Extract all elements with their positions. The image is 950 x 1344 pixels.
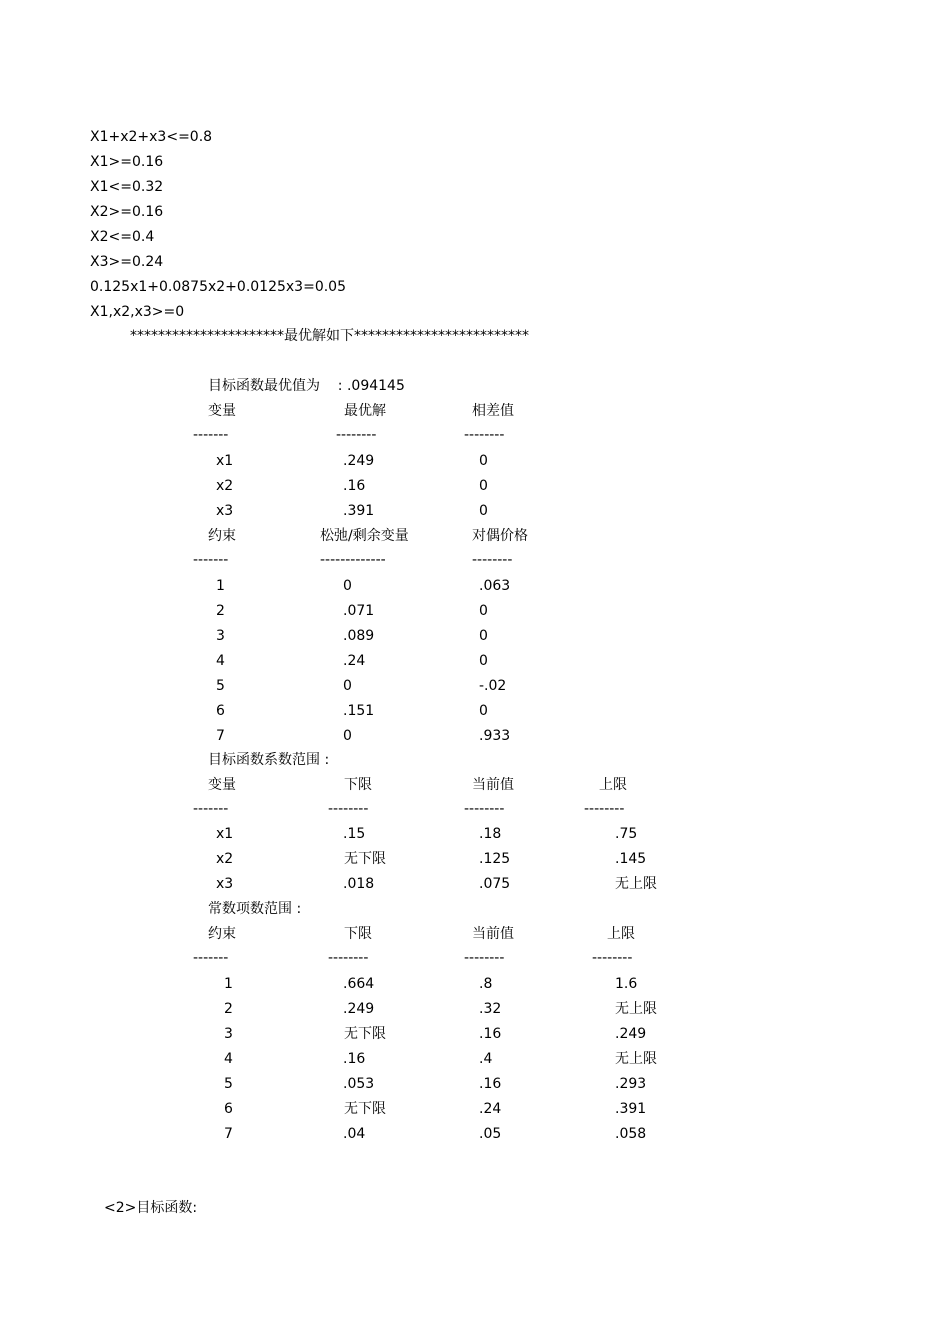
solution-row-opt: .391 [343,503,375,519]
solution-row-diff: 0 [479,453,488,469]
slack-row-slack: .151 [343,703,375,719]
rhs-row-current: .32 [479,1001,502,1017]
rhs-row-lower: .249 [343,1001,375,1017]
solution-row-var: x2 [216,478,234,494]
constraint-2: X1>=0.16 [90,154,164,170]
slack-row-dual: 0 [479,603,488,619]
slack-row-con: 5 [216,678,225,694]
rhs-range-title: 常数项数范围 : [208,901,302,917]
slack-row-dual: 0 [479,703,488,719]
slack-row-con: 4 [216,653,225,669]
slack-row-slack: .24 [343,653,366,669]
solution-rule-3: -------- [464,427,505,443]
slack-row-dual: .063 [479,578,511,594]
slack-row-slack: .089 [343,628,375,644]
slack-row-con: 3 [216,628,225,644]
section-heading: <2>目标函数: [104,1200,198,1216]
slack-row-dual: 0 [479,628,488,644]
rhs-row-lower: 无下限 [344,1101,386,1117]
constraint-8: X1,x2,x3>=0 [90,304,185,320]
rhs-row-con: 1 [224,976,233,992]
rhs-row-upper: .058 [615,1126,647,1142]
rhs-header-con: 约束 [208,926,236,942]
slack-row-con: 6 [216,703,225,719]
slack-row-dual: 0 [479,653,488,669]
coef-header-var: 变量 [208,777,236,793]
rhs-row-upper: 无上限 [615,1001,657,1017]
slack-row-slack: 0 [343,728,352,744]
slack-row-slack: 0 [343,678,352,694]
slack-rule-2: ------------- [320,552,386,568]
rhs-row-upper: 1.6 [615,976,638,992]
slack-rule-3: -------- [472,552,513,568]
coef-range-title: 目标函数系数范围 : [208,752,330,768]
coef-rule-3: -------- [464,801,505,817]
rhs-row-current: .16 [479,1076,502,1092]
coef-row-lower: .15 [343,826,366,842]
rhs-row-upper: 无上限 [615,1051,657,1067]
slack-row-dual: .933 [479,728,511,744]
rhs-row-lower: .04 [343,1126,366,1142]
rhs-row-current: .8 [479,976,493,992]
coef-row-var: x3 [216,876,234,892]
coef-row-current: .075 [479,876,511,892]
slack-header-dual: 对偶价格 [472,528,528,544]
coef-header-upper: 上限 [599,777,627,793]
constraint-6: X3>=0.24 [90,254,164,270]
rhs-row-lower: .664 [343,976,375,992]
coef-row-upper: .75 [615,826,638,842]
rhs-row-upper: .293 [615,1076,647,1092]
rhs-header-current: 当前值 [472,926,514,942]
coef-header-lower: 下限 [344,777,372,793]
rhs-row-upper: .391 [615,1101,647,1117]
rhs-row-con: 4 [224,1051,233,1067]
rhs-row-current: .24 [479,1101,502,1117]
solution-row-diff: 0 [479,503,488,519]
slack-header-slack: 松弛/剩余变量 [320,528,409,544]
constraint-1: X1+x2+x3<=0.8 [90,129,213,145]
solution-rule-1: ------- [193,427,229,443]
slack-header-con: 约束 [208,528,236,544]
objective-value-line: 目标函数最优值为 : .094145 [208,378,405,394]
rhs-row-current: .05 [479,1126,502,1142]
solution-row-var: x1 [216,453,234,469]
rhs-rule-3: -------- [464,950,505,966]
coef-row-lower: 无下限 [344,851,386,867]
coef-row-lower: .018 [343,876,375,892]
solution-row-opt: .16 [343,478,366,494]
rhs-row-con: 5 [224,1076,233,1092]
slack-row-con: 2 [216,603,225,619]
coef-row-var: x2 [216,851,234,867]
slack-rule-1: ------- [193,552,229,568]
coef-row-current: .18 [479,826,502,842]
coef-row-upper: .145 [615,851,647,867]
coef-row-current: .125 [479,851,511,867]
constraint-7: 0.125x1+0.0875x2+0.0125x3=0.05 [90,279,346,295]
rhs-header-lower: 下限 [344,926,372,942]
coef-rule-4: -------- [584,801,625,817]
slack-row-dual: -.02 [479,678,507,694]
constraint-5: X2<=0.4 [90,229,155,245]
solution-row-var: x3 [216,503,234,519]
rhs-row-con: 7 [224,1126,233,1142]
rhs-row-con: 3 [224,1026,233,1042]
solution-row-diff: 0 [479,478,488,494]
rhs-rule-2: -------- [328,950,369,966]
solution-header-diff: 相差值 [472,403,514,419]
coef-rule-2: -------- [328,801,369,817]
slack-row-con: 7 [216,728,225,744]
solution-rule-2: -------- [336,427,377,443]
rhs-rule-4: -------- [592,950,633,966]
coef-rule-1: ------- [193,801,229,817]
result-banner: **********************最优解如下************************* [130,328,529,344]
slack-row-slack: 0 [343,578,352,594]
coef-header-current: 当前值 [472,777,514,793]
rhs-row-upper: .249 [615,1026,647,1042]
constraint-4: X2>=0.16 [90,204,164,220]
coef-row-var: x1 [216,826,234,842]
slack-row-con: 1 [216,578,225,594]
rhs-row-current: .16 [479,1026,502,1042]
rhs-row-lower: .053 [343,1076,375,1092]
constraint-3: X1<=0.32 [90,179,164,195]
rhs-row-lower: .16 [343,1051,366,1067]
solution-header-opt: 最优解 [344,403,386,419]
rhs-row-con: 6 [224,1101,233,1117]
solution-row-opt: .249 [343,453,375,469]
coef-row-upper: 无上限 [615,876,657,892]
rhs-row-con: 2 [224,1001,233,1017]
slack-row-slack: .071 [343,603,375,619]
rhs-row-current: .4 [479,1051,493,1067]
rhs-header-upper: 上限 [607,926,635,942]
rhs-row-lower: 无下限 [344,1026,386,1042]
rhs-rule-1: ------- [193,950,229,966]
solution-header-var: 变量 [208,403,236,419]
